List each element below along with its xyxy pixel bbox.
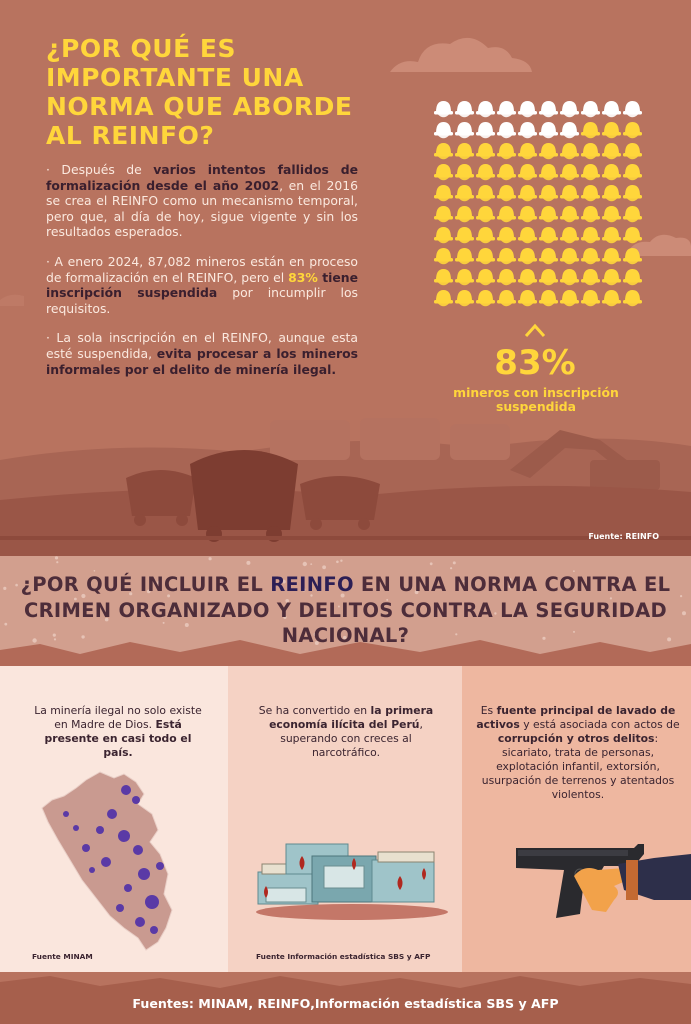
helmet-icon bbox=[497, 269, 516, 285]
helmet-icon bbox=[518, 269, 537, 285]
helmet-icon bbox=[581, 206, 600, 222]
money-stack-icon bbox=[242, 836, 448, 922]
helmet-icon bbox=[623, 101, 642, 117]
helmet-icon bbox=[602, 206, 621, 222]
helmet-icon bbox=[476, 227, 495, 243]
helmet-icon bbox=[476, 164, 495, 180]
helmet-icon bbox=[539, 185, 558, 201]
helmet-icon bbox=[602, 269, 621, 285]
helmet-icon bbox=[434, 143, 453, 159]
source-note: Fuente Información estadística SBS y AFP bbox=[256, 952, 431, 961]
helmet-icon bbox=[602, 101, 621, 117]
helmet-icon bbox=[623, 290, 642, 306]
helmet-waffle-chart bbox=[433, 98, 645, 314]
helmet-icon bbox=[497, 122, 516, 138]
helmet-icon bbox=[623, 227, 642, 243]
helmet-icon bbox=[518, 101, 537, 117]
helmet-icon bbox=[497, 227, 516, 243]
helmet-icon bbox=[455, 185, 474, 201]
source-note: Fuente MINAM bbox=[32, 952, 93, 961]
helmet-icon bbox=[560, 290, 579, 306]
helmet-icon bbox=[455, 290, 474, 306]
helmet-icon bbox=[455, 248, 474, 264]
column-text: La minería ilegal no solo existe en Madre de Dios. Está presente en casi todo el país. bbox=[34, 704, 202, 759]
helmet-icon bbox=[455, 122, 474, 138]
footer bbox=[0, 972, 691, 1024]
helmet-icon bbox=[581, 248, 600, 264]
helmet-icon bbox=[476, 290, 495, 306]
helmet-icon bbox=[560, 164, 579, 180]
helmet-icon bbox=[434, 269, 453, 285]
column-text: Es fuente principal de lavado de activos y está asociada con actos de corrupción y otros delitos: sicariato, trata de personas, explotación infantil, extorsión, usurpación de terrenos y atentados violentos. bbox=[476, 704, 680, 801]
helmet-icon bbox=[497, 164, 516, 180]
helmet-icon bbox=[623, 248, 642, 264]
helmet-icon bbox=[434, 122, 453, 138]
column-illicit-economy bbox=[228, 666, 462, 972]
helmet-icon bbox=[539, 143, 558, 159]
helmet-icon bbox=[476, 206, 495, 222]
helmet-icon bbox=[518, 122, 537, 138]
helmet-icon bbox=[518, 248, 537, 264]
helmet-icon bbox=[560, 143, 579, 159]
helmet-icon bbox=[497, 185, 516, 201]
section-title: ¿POR QUÉ ES IMPORTANTE UNA NORMA QUE ABORDE AL REINFO? bbox=[46, 34, 353, 150]
helmet-icon bbox=[434, 206, 453, 222]
helmet-icon bbox=[602, 122, 621, 138]
helmet-icon bbox=[602, 290, 621, 306]
helmet-icon bbox=[560, 101, 579, 117]
helmet-icon bbox=[581, 227, 600, 243]
helmet-icon bbox=[476, 122, 495, 138]
bullet-item: · La sola inscripción en el REINFO, aunque esta esté suspendida, evita procesar a los mineros informales por el delito de minería ilegal. bbox=[46, 330, 359, 377]
helmet-icon bbox=[560, 269, 579, 285]
helmet-icon bbox=[497, 143, 516, 159]
helmet-icon bbox=[455, 227, 474, 243]
helmet-icon bbox=[623, 206, 642, 222]
helmet-icon bbox=[455, 143, 474, 159]
helmet-icon bbox=[518, 290, 537, 306]
bullet-list bbox=[46, 162, 358, 391]
helmet-icon bbox=[455, 101, 474, 117]
helmet-icon bbox=[455, 164, 474, 180]
helmet-icon bbox=[476, 143, 495, 159]
helmet-icon bbox=[623, 185, 642, 201]
helmet-icon bbox=[560, 185, 579, 201]
helmet-icon bbox=[560, 122, 579, 138]
helmet-icon bbox=[581, 143, 600, 159]
helmet-icon bbox=[560, 227, 579, 243]
helmet-icon bbox=[623, 143, 642, 159]
helmet-icon bbox=[623, 122, 642, 138]
peru-map-icon bbox=[40, 770, 180, 954]
helmet-icon bbox=[539, 227, 558, 243]
helmet-icon bbox=[455, 206, 474, 222]
helmet-icon bbox=[539, 101, 558, 117]
helmet-icon bbox=[581, 101, 600, 117]
organized-crime-title-band bbox=[0, 556, 691, 666]
source-note: Fuente: REINFO bbox=[588, 532, 659, 541]
footer-sources: Fuentes: MINAM, REINFO,Información estadística SBS y AFP bbox=[132, 996, 559, 1011]
helmet-icon bbox=[623, 269, 642, 285]
caret-up-icon bbox=[524, 322, 546, 338]
bullet-item: · A enero 2024, 87,082 mineros están en proceso de formalización en el REINFO, pero el 83% tiene inscripción suspendida por incumplir los requisitos. bbox=[46, 253, 358, 316]
helmet-icon bbox=[476, 269, 495, 285]
helmet-icon bbox=[518, 185, 537, 201]
helmet-icon bbox=[434, 101, 453, 117]
helmet-icon bbox=[623, 164, 642, 180]
column-illegal-mining-map bbox=[0, 666, 228, 972]
helmet-icon bbox=[602, 227, 621, 243]
helmet-icon bbox=[581, 164, 600, 180]
reasons-columns bbox=[0, 666, 691, 972]
helmet-icon bbox=[539, 122, 558, 138]
helmet-icon bbox=[518, 227, 537, 243]
helmet-icon bbox=[434, 248, 453, 264]
helmet-icon bbox=[476, 185, 495, 201]
helmet-icon bbox=[518, 164, 537, 180]
handgun-icon bbox=[514, 840, 691, 926]
helmet-icon bbox=[497, 101, 516, 117]
bullet-item: · Después de varios intentos fallidos de formalización desde el año 2002, en el 2016 se crea el REINFO como un mecanismo temporal, pero que, al día de hoy, sigue vigente y sin los resultados esperados. bbox=[46, 162, 358, 240]
helmet-icon bbox=[476, 248, 495, 264]
helmet-icon bbox=[581, 185, 600, 201]
helmet-icon bbox=[560, 206, 579, 222]
column-text: Se ha convertido en la primera economía ilícita del Perú, superando con creces al narcotráfico. bbox=[258, 704, 434, 759]
percent-value: 83% bbox=[494, 343, 576, 383]
helmet-icon bbox=[581, 269, 600, 285]
helmet-icon bbox=[602, 185, 621, 201]
percent-label: mineros con inscripción suspendida bbox=[453, 385, 619, 414]
helmet-icon bbox=[560, 248, 579, 264]
helmet-icon bbox=[539, 290, 558, 306]
helmet-icon bbox=[539, 206, 558, 222]
helmet-icon bbox=[497, 290, 516, 306]
helmet-icon bbox=[434, 185, 453, 201]
helmet-icon bbox=[497, 206, 516, 222]
helmet-icon bbox=[539, 269, 558, 285]
helmet-icon bbox=[602, 248, 621, 264]
helmet-icon bbox=[539, 164, 558, 180]
helmet-icon bbox=[518, 206, 537, 222]
column-money-laundering bbox=[462, 666, 691, 972]
helmet-icon bbox=[497, 248, 516, 264]
helmet-icon bbox=[476, 101, 495, 117]
helmet-icon bbox=[434, 227, 453, 243]
helmet-icon bbox=[581, 290, 600, 306]
helmet-icon bbox=[602, 164, 621, 180]
helmet-icon bbox=[434, 290, 453, 306]
helmet-icon bbox=[581, 122, 600, 138]
helmet-icon bbox=[602, 143, 621, 159]
helmet-icon bbox=[455, 269, 474, 285]
helmet-icon bbox=[539, 248, 558, 264]
helmet-icon bbox=[434, 164, 453, 180]
section-title: ¿POR QUÉ INCLUIR EL REINFO EN UNA NORMA CONTRA EL CRIMEN ORGANIZADO Y DELITOS CONTRA LA SEGURIDAD NACIONAL? bbox=[20, 573, 671, 647]
helmet-icon bbox=[518, 143, 537, 159]
